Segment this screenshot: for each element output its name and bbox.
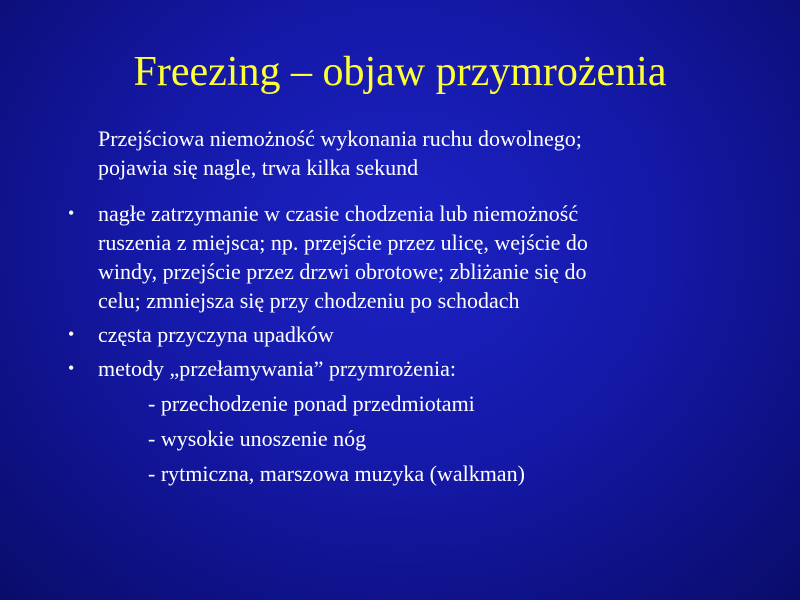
bullet-icon: • bbox=[68, 358, 75, 378]
bullet-item-1 bbox=[68, 199, 748, 315]
subitem-2: - wysokie unoszenie nóg bbox=[148, 426, 367, 451]
bullet-icon: • bbox=[68, 203, 75, 223]
intro-line-2: pojawia się nagle, trwa kilka sekund bbox=[98, 155, 419, 180]
bullet-1-line-4: celu; zmniejsza się przy chodzeniu po schodach bbox=[98, 288, 520, 313]
bullet-item-3 bbox=[68, 354, 748, 488]
bullet-list bbox=[68, 199, 748, 493]
bullet-2-line-1: częsta przyczyna upadków bbox=[98, 322, 334, 347]
slide-title: Freezing – objaw przymrożenia bbox=[133, 49, 667, 95]
bullet-1-line-2: ruszenia z miejsca; np. przejście przez ulicę, wejście do bbox=[98, 230, 588, 255]
bullet-item-2 bbox=[68, 320, 748, 349]
subitem-3: - rytmiczna, marszowa muzyka (walkman) bbox=[148, 461, 525, 486]
subitem-1: - przechodzenie ponad przedmiotami bbox=[148, 391, 475, 416]
bullet-3-line-1: metody „przełamywania” przymrożenia: bbox=[98, 356, 456, 381]
bullet-1-line-3: windy, przejście przez drzwi obrotowe; zbliżanie się do bbox=[98, 259, 587, 284]
bullet-icon: • bbox=[68, 324, 75, 344]
intro-text bbox=[98, 124, 738, 182]
subitem-list bbox=[98, 389, 748, 488]
intro-line-1: Przejściowa niemożność wykonania ruchu dowolnego; bbox=[98, 126, 582, 151]
bullet-1-line-1: nagłe zatrzymanie w czasie chodzenia lub niemożność bbox=[98, 201, 579, 226]
